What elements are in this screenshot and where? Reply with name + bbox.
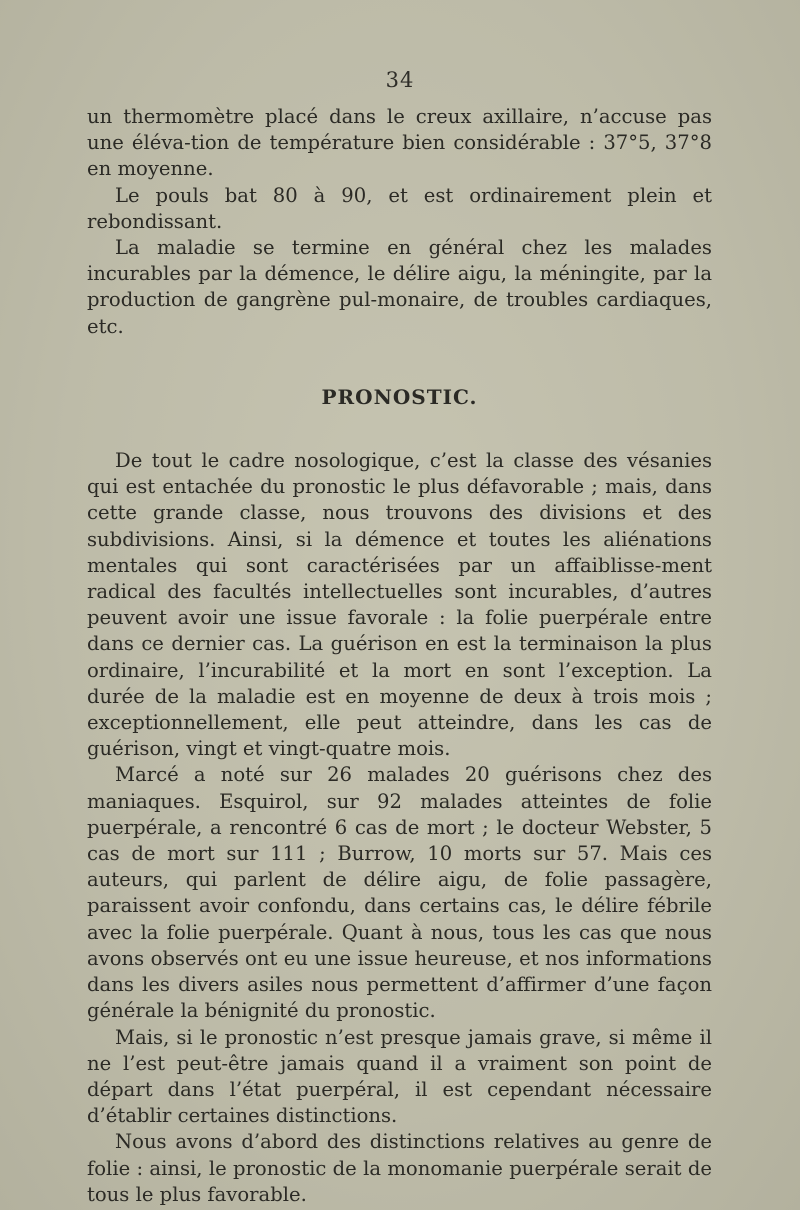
paragraph-continuation: un thermomètre placé dans le creux axillaire, n’accuse pas une éléva-tion de température bien considérable : 37°5, 37°8 en moyenne. — [87, 105, 712, 181]
section-heading: PRONOSTIC. — [321, 384, 478, 409]
paragraph-statistics: Marcé a noté sur 26 malades 20 guérisons chez des maniaques. Esquirol, sur 92 malades atteintes de folie puerpérale, a rencontré 6 cas de mort ; le docteur Webster, 5 cas de mort sur 111 ; Burrow, 10 morts sur 57. Mais ces auteurs, qui parlent de délire aigu, de folie passagère, paraissent avoir confondu, dans certains cas, le délire fébrile avec la folie puerpérale. Quant à nous, tous les cas que nous avons observés ont eu une issue heureuse, et nos informations dans les divers asiles nous permettent d’affirmer d’une façon générale la bénignité du pronostic. — [87, 763, 712, 1023]
body-text — [87, 104, 712, 1208]
paragraph-pulse: Le pouls bat 80 à 90, et est ordinairement plein et rebondissant. — [87, 183, 712, 233]
page-number: 34 — [385, 68, 415, 92]
paragraph-prognosis-intro: De tout le cadre nosologique, c’est la classe des vésanies qui est entachée du pronostic le plus défavorable ; mais, dans cette grande classe, nous trouvons des divisions et des subdivisions. Ainsi, si la démence et toutes les aliénations mentales qui sont caractérisées par un affaiblisse-ment radical des facultés intellectuelles sont incurables, d’autres peuvent avoir une issue favorale : la folie puerpérale entre dans ce dernier cas. La guérison en est la terminaison la plus ordinaire, l’incurabilité et la mort en sont l’exception. La durée de la maladie est en moyenne de deux à trois mois ; exceptionnellement, elle peut atteindre, dans les cas de guérison, vingt et vingt-quatre mois. — [87, 449, 712, 761]
paragraph-termination: La maladie se termine en général chez les malades incurables par la démence, le délire aigu, la méningite, par la production de gangrène pul-monaire, de troubles cardiaques, etc. — [87, 236, 712, 338]
paragraph-monomania: Nous avons d’abord des distinctions relatives au genre de folie : ainsi, le pronostic de la monomanie puerpérale serait de tous le plus favorable. — [87, 1130, 712, 1206]
paragraph-distinctions: Mais, si le pronostic n’est presque jamais grave, si même il ne l’est peut-être jamais quand il a vraiment son point de départ dans l’état puerpéral, il est cependant nécessaire d’établir certaines distinctions. — [87, 1025, 712, 1128]
